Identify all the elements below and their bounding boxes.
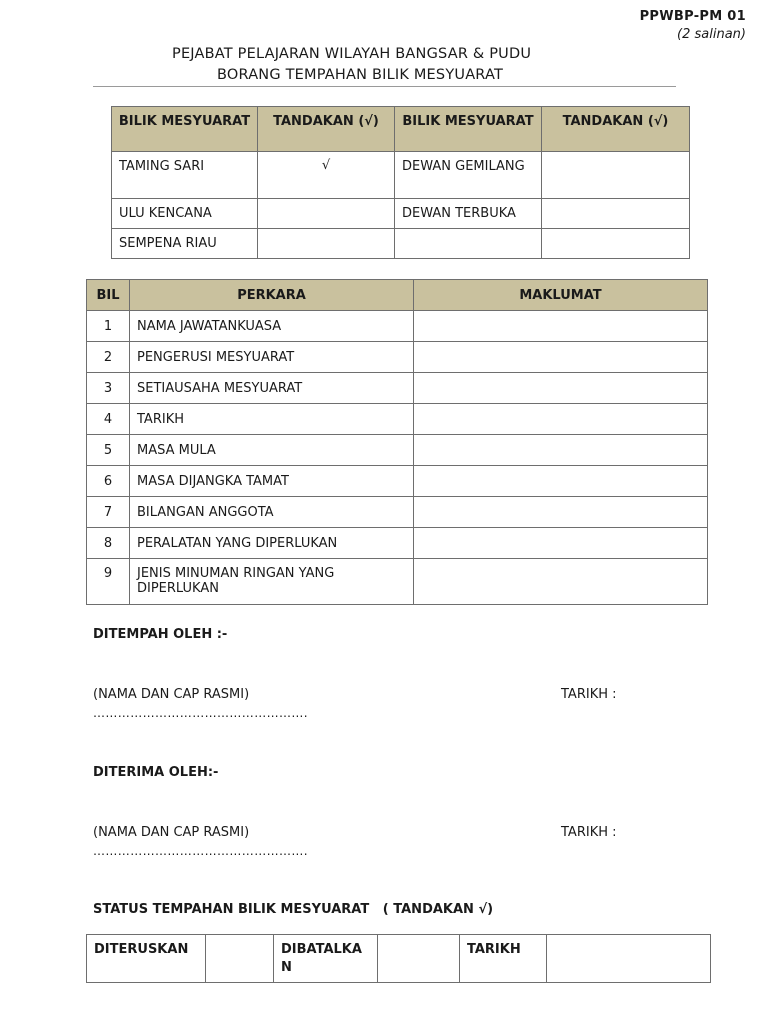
row-info-field[interactable] (414, 311, 708, 342)
room-name: ULU KENCANA (112, 199, 258, 229)
table-row (87, 466, 708, 497)
row-item: MASA MULA (130, 435, 414, 466)
status-forwarded-mark[interactable] (206, 935, 274, 983)
table-row (87, 404, 708, 435)
room-mark-cell[interactable]: √ (258, 152, 395, 199)
room-name: TAMING SARI (112, 152, 258, 199)
row-info-field[interactable] (414, 497, 708, 528)
table-row (87, 311, 708, 342)
table-row (87, 559, 708, 605)
row-info-field[interactable] (414, 528, 708, 559)
row-info-field[interactable] (414, 404, 708, 435)
received-by-date-label: TARIKH : (561, 825, 617, 840)
status-cancelled-label: DIBATALKA N (274, 935, 378, 983)
status-row (87, 935, 711, 983)
row-number: 1 (87, 311, 130, 342)
row-item: MASA DIJANGKA TAMAT (130, 466, 414, 497)
received-by-label: DITERIMA OLEH:- (93, 765, 219, 780)
document-subtitle: BORANG TEMPAHAN BILIK MESYUARAT (217, 67, 504, 83)
header-number: BIL (87, 280, 130, 311)
booked-by-date-label: TARIKH : (561, 687, 617, 702)
status-forwarded-label: DITERUSKAN (87, 935, 206, 983)
row-number: 5 (87, 435, 130, 466)
room-mark-cell[interactable] (542, 152, 690, 199)
room-name: SEMPENA RIAU (112, 229, 258, 259)
booking-details-table (86, 279, 708, 605)
room-selection-table (111, 106, 690, 259)
header-divider (93, 86, 676, 87)
room-row (112, 152, 690, 199)
table-row (87, 497, 708, 528)
form-code: PPWBP-PM 01 (639, 9, 746, 24)
status-date-field[interactable] (547, 935, 711, 983)
booking-status-table (86, 934, 711, 983)
row-item: SETIAUSAHA MESYUARAT (130, 373, 414, 404)
room-row (112, 199, 690, 229)
room-name: DEWAN TERBUKA (395, 199, 542, 229)
room-mark-cell[interactable] (258, 199, 395, 229)
row-number: 7 (87, 497, 130, 528)
row-item: PENGERUSI MESYUARAT (130, 342, 414, 373)
table-row (87, 342, 708, 373)
header-mark-b: TANDAKAN (√) (542, 107, 690, 152)
header-room-b: BILIK MESYUARAT (395, 107, 542, 152)
table-row (87, 373, 708, 404)
received-by-signature-line[interactable]: ……………………………………………. (93, 844, 309, 858)
room-table-header (112, 107, 690, 152)
row-item: NAMA JAWATANKUASA (130, 311, 414, 342)
row-number: 2 (87, 342, 130, 373)
row-number: 6 (87, 466, 130, 497)
copies-note: (2 salinan) (677, 27, 746, 42)
row-number: 9 (87, 559, 130, 605)
row-info-field[interactable] (414, 435, 708, 466)
header-room-a: BILIK MESYUARAT (112, 107, 258, 152)
room-mark-cell[interactable] (258, 229, 395, 259)
header-item: PERKARA (130, 280, 414, 311)
row-info-field[interactable] (414, 342, 708, 373)
row-number: 3 (87, 373, 130, 404)
status-cancelled-mark[interactable] (378, 935, 460, 983)
room-mark-cell[interactable] (542, 199, 690, 229)
table-row (87, 528, 708, 559)
row-info-field[interactable] (414, 466, 708, 497)
row-item: BILANGAN ANGGOTA (130, 497, 414, 528)
row-item: JENIS MINUMAN RINGAN YANG DIPERLUKAN (130, 559, 414, 605)
booked-by-signature-line[interactable]: ……………………………………………. (93, 706, 309, 720)
row-item: PERALATAN YANG DIPERLUKAN (130, 528, 414, 559)
row-item: TARIKH (130, 404, 414, 435)
row-number: 4 (87, 404, 130, 435)
status-date-label: TARIKH (460, 935, 547, 983)
booked-by-name-label: (NAMA DAN CAP RASMI) (93, 687, 250, 702)
status-heading: STATUS TEMPAHAN BILIK MESYUARAT ( TANDAKAN √) (93, 902, 494, 917)
row-number: 8 (87, 528, 130, 559)
room-mark-cell[interactable] (542, 229, 690, 259)
room-name: DEWAN GEMILANG (395, 152, 542, 199)
document-title: PEJABAT PELAJARAN WILAYAH BANGSAR & PUDU (172, 46, 532, 62)
header-mark-a: TANDAKAN (√) (258, 107, 395, 152)
header-info: MAKLUMAT (414, 280, 708, 311)
table-row (87, 435, 708, 466)
details-table-header (87, 280, 708, 311)
booked-by-label: DITEMPAH OLEH :- (93, 627, 228, 642)
received-by-name-label: (NAMA DAN CAP RASMI) (93, 825, 250, 840)
row-info-field[interactable] (414, 559, 708, 605)
room-name (395, 229, 542, 259)
row-info-field[interactable] (414, 373, 708, 404)
room-row (112, 229, 690, 259)
